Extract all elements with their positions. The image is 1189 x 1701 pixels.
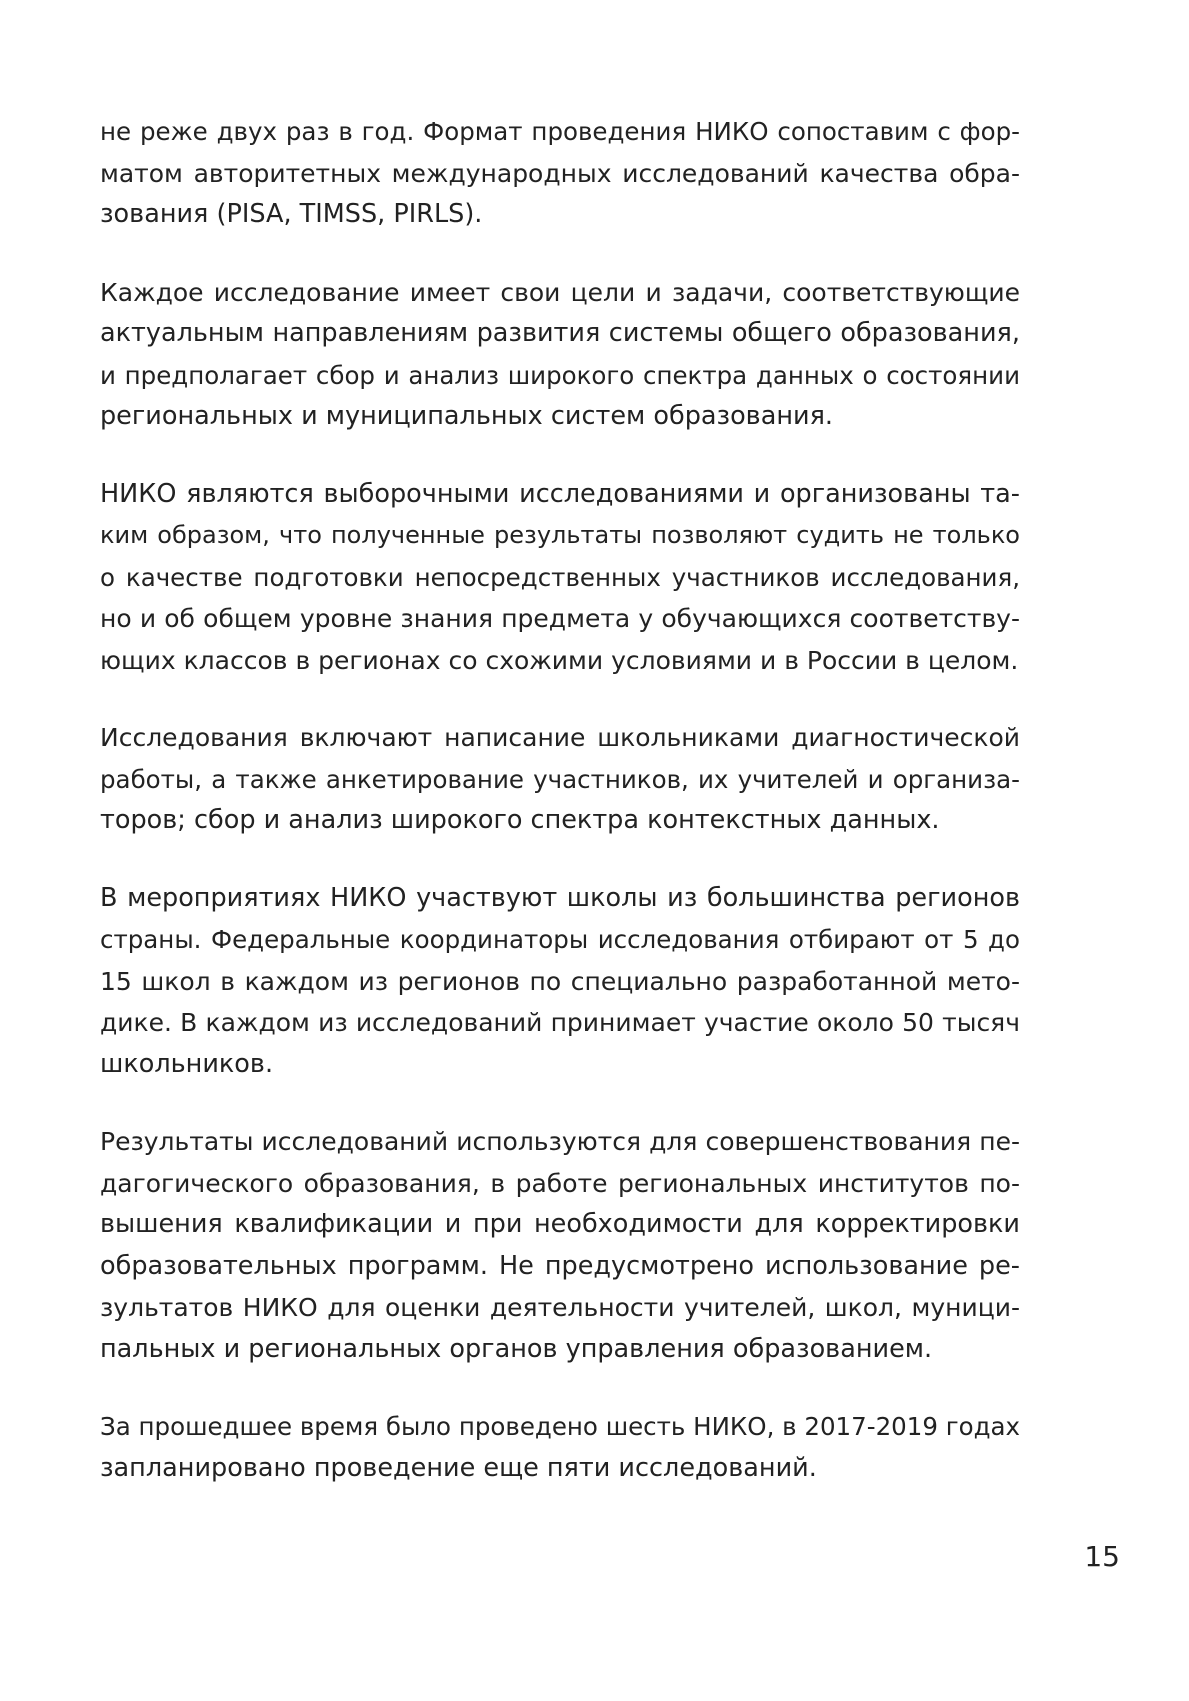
- paragraph: [100, 878, 1020, 1086]
- text-line: страны. Федеральные координаторы исследования отбирают от 5 до: [100, 925, 1020, 954]
- text-line: дагогического образования, в работе региональных институтов по-: [100, 1168, 1020, 1198]
- paragraph: [100, 1121, 1020, 1370]
- text-line: но и об общем уровне знания предмета у обучающихся соответству-: [100, 604, 1020, 633]
- body-text: [100, 111, 1020, 1525]
- text-line: школьников.: [100, 1048, 274, 1079]
- text-line: 15 школ в каждом из регионов по специально разработанной мето-: [100, 966, 1020, 996]
- page-number: 15: [1084, 1540, 1120, 1573]
- text-line: работы, а также анкетирование участников, их учителей и организа-: [100, 764, 1020, 794]
- text-line: В мероприятиях НИКО участвуют школы из большинства регионов: [100, 882, 1020, 913]
- text-line: региональных и муниципальных систем образования.: [100, 401, 834, 431]
- text-line: запланировано проведение еще пяти исследований.: [100, 1452, 817, 1483]
- paragraph: [100, 111, 1020, 236]
- paragraph: [100, 1406, 1020, 1489]
- text-line: зультатов НИКО для оценки деятельности учителей, школ, муници-: [100, 1293, 1020, 1322]
- text-line: вышения квалификации и при необходимости для корректировки: [100, 1209, 1020, 1239]
- text-line: НИКО являются выборочными исследованиями и организованы та-: [100, 478, 1020, 509]
- text-line: и предполагает сбор и анализ широкого спектра данных о состоянии: [100, 360, 1020, 390]
- text-line: ким образом, что полученные результаты позволяют судить не только: [100, 521, 1020, 549]
- text-line: зования (PISA, TIMSS, PIRLS).: [100, 199, 483, 229]
- text-line: о качестве подготовки непосредственных участников исследования,: [100, 562, 1020, 592]
- text-line: матом авторитетных международных исследований качества обра-: [100, 158, 1020, 188]
- text-line: дике. В каждом из исследований принимает участие около 50 тысяч: [100, 1008, 1020, 1037]
- text-line: образовательных программ. Не предусмотрено использование ре-: [100, 1250, 1020, 1281]
- text-line: За прошедшее время было проведено шесть НИКО, в 2017-2019 годах: [100, 1412, 1021, 1441]
- paragraph: [100, 717, 1020, 842]
- text-line: актуальным направлениям развития системы общего образования,: [100, 318, 1020, 348]
- paragraph: [100, 272, 1020, 438]
- text-line: Результаты исследований используются для совершенствования пе-: [100, 1127, 1020, 1156]
- text-line: торов; сбор и анализ широкого спектра контекстных данных.: [100, 805, 940, 835]
- text-line: ющих классов в регионах со схожими условиями и в России в целом.: [100, 645, 1019, 675]
- text-line: Исследования включают написание школьниками диагностической: [100, 723, 1020, 752]
- text-line: Каждое исследование имеет свои цели и задачи, соответствующие: [100, 277, 1020, 307]
- text-line: не реже двух раз в год. Формат проведения НИКО сопоставим с фор-: [100, 117, 1020, 146]
- paragraph: [100, 474, 1020, 682]
- text-line: пальных и региональных органов управления образованием.: [100, 1333, 933, 1364]
